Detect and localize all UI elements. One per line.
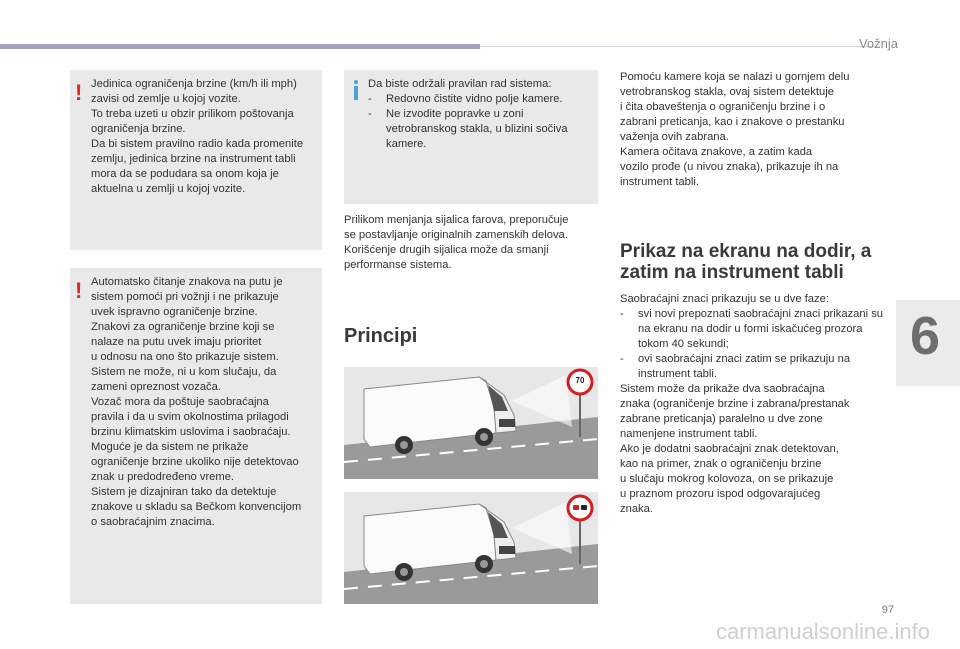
text-line: Vozač mora da poštuje saobraćajna — [91, 396, 269, 408]
text-line: Jedinica ograničenja brzine (km/h ili mph) — [91, 78, 297, 90]
right-intro — [620, 70, 890, 190]
text-line: zameni opreznost vozača. — [91, 381, 221, 393]
text-line: znaka. — [620, 503, 653, 515]
section-title: Vožnja — [858, 36, 898, 51]
text-line: o saobraćajnim znacima. — [91, 516, 215, 528]
text-line: vetrobranskog stakla, ovaj sistem detektuje — [620, 86, 834, 98]
text-line: se postavljanje originalnih zamenskih delova. — [344, 229, 568, 241]
header-divider — [480, 46, 880, 47]
text-line: Sistem može da prikaže dva saobraćajna — [620, 383, 825, 395]
text-line: zavisi od zemlje u kojoj vozite. — [91, 93, 241, 105]
prikaz-heading: Prikaz na ekranu na dodir, a zatim na instrument tabli — [620, 241, 872, 283]
chapter-number: 6 — [909, 306, 940, 366]
text-line: Moguće je da sistem ne prikaže — [91, 441, 249, 453]
van-no-overtaking-illustration — [344, 492, 598, 604]
text-line: Znakovi za ograničenje brzine koji se — [91, 321, 275, 333]
text-line: zabrane preticanja) paralelno u dve zone — [620, 413, 823, 425]
warning-exclamation-icon: ! — [75, 80, 83, 105]
page-number: 97 — [881, 604, 894, 616]
text-line: Da bi sistem pravilno radio kada promenite — [91, 138, 304, 150]
text-line: pravila i da u svim okolnostima prilagodi — [91, 411, 289, 423]
warning-box-assist-text — [91, 275, 321, 530]
text-line: instrument tabli. — [620, 176, 699, 188]
right-outro — [620, 382, 890, 517]
text-line: To treba uzeti u obzir prilikom poštovanja — [91, 108, 294, 120]
info-box-text — [368, 77, 594, 152]
illustration-no-overtaking — [344, 492, 598, 604]
text-line: brzinu klimatskim uslovima i saobraćaju. — [91, 426, 291, 438]
text-line: aktuelna u zemlji u kojoj vozite. — [91, 183, 246, 195]
speed-sign-text: 70 — [575, 376, 585, 385]
text-line: zabrani preticanja, kao i znakove o prestanku — [620, 116, 845, 128]
right-phases — [620, 292, 890, 517]
text-line: Sistem je dizajniran tako da detektuje — [91, 486, 277, 498]
text-line: u praznom prozoru ispod odgovarajućeg — [620, 488, 821, 500]
text-line: kao na primer, znak o ograničenju brzine — [620, 458, 822, 470]
info-item: - Redovno čistite vidno polje kamere. — [368, 93, 563, 105]
text-line: vozilo prođe (u nivou znaka), prikazuje ih na — [620, 161, 839, 173]
text-line: znakove u skladu sa Bečkom konvencijom — [91, 501, 302, 513]
text-line: performanse sistema. — [344, 259, 452, 271]
text-line: u slučaju mokrog kolovoza, on se prikazuje — [620, 473, 834, 485]
text-line: znaka (ograničenje brzine i zabrana/prestanak — [620, 398, 850, 410]
text-line: Ako je dodatni saobraćajni znak detektovan, — [620, 443, 839, 455]
text-line: znak u predodređeno vreme. — [91, 471, 235, 483]
text-line: nalaze na putu uvek imaju prioritet — [91, 336, 262, 348]
text-line: Kamera očitava znakove, a zatim kada — [620, 146, 813, 158]
text-line: važenja ovih zabrana. — [620, 131, 729, 143]
phase-item: - ovi saobraćajni znaci zatim se prikazuju na instrument tabli. — [620, 353, 851, 380]
text-line: Prilikom menjanja sijalica farova, preporučuje — [344, 214, 569, 226]
text-line: uvek ispravno ograničenje brzine. — [91, 306, 258, 318]
text-line: u odnosu na ono što prikazuje sistem. — [91, 351, 279, 363]
footer-watermark: carmanualsonline.info — [715, 619, 930, 644]
text-line: Korišćenje drugih sijalica može da smanji — [344, 244, 549, 256]
text-line: ograničenja brzine. — [91, 123, 186, 135]
info-item: - Ne izvodite popravke u zoni vetrobranskog stakla, u blizini sočiva kamere. — [368, 108, 568, 150]
bulb-note — [344, 213, 598, 273]
text-line: zemlju, jedinica brzine na instrument tabli — [91, 153, 296, 165]
text-line: mora da se podudara sa onom koja je — [91, 168, 279, 180]
text-line: sistem pomoći pri vožnji i ne prikazuje — [91, 291, 279, 303]
info-intro: Da biste održali pravilan rad sistema: — [368, 78, 552, 90]
header-accent-bar — [0, 44, 480, 49]
phases-intro: Saobraćajni znaci prikazuju se u dve faze: — [620, 293, 829, 305]
text-line: Automatsko čitanje znakova na putu je — [91, 276, 283, 288]
phase-item: - svi novi prepoznati saobraćajni znaci prikazani su na ekranu na dodir u formi iskačućeg prozora tokom 40 sekundi; — [620, 308, 884, 350]
principi-heading: Principi — [344, 325, 418, 347]
text-line: Sistem ne može, ni u kom slučaju, da — [91, 366, 277, 378]
text-line: Pomoću kamere koja se nalazi u gornjem delu — [620, 71, 850, 83]
warning-box-unit-text — [91, 77, 321, 197]
warning-exclamation-icon: ! — [75, 278, 83, 303]
text-line: namenjene instrument tabli. — [620, 428, 758, 440]
van-speed-limit-illustration — [344, 367, 598, 479]
text-line: ograničenje brzine ukoliko nije detektovao — [91, 456, 299, 468]
text-line: i čita obaveštenja o ograničenju brzine i o — [620, 101, 826, 113]
illustration-speed-limit — [344, 367, 598, 479]
info-icon — [350, 80, 362, 100]
